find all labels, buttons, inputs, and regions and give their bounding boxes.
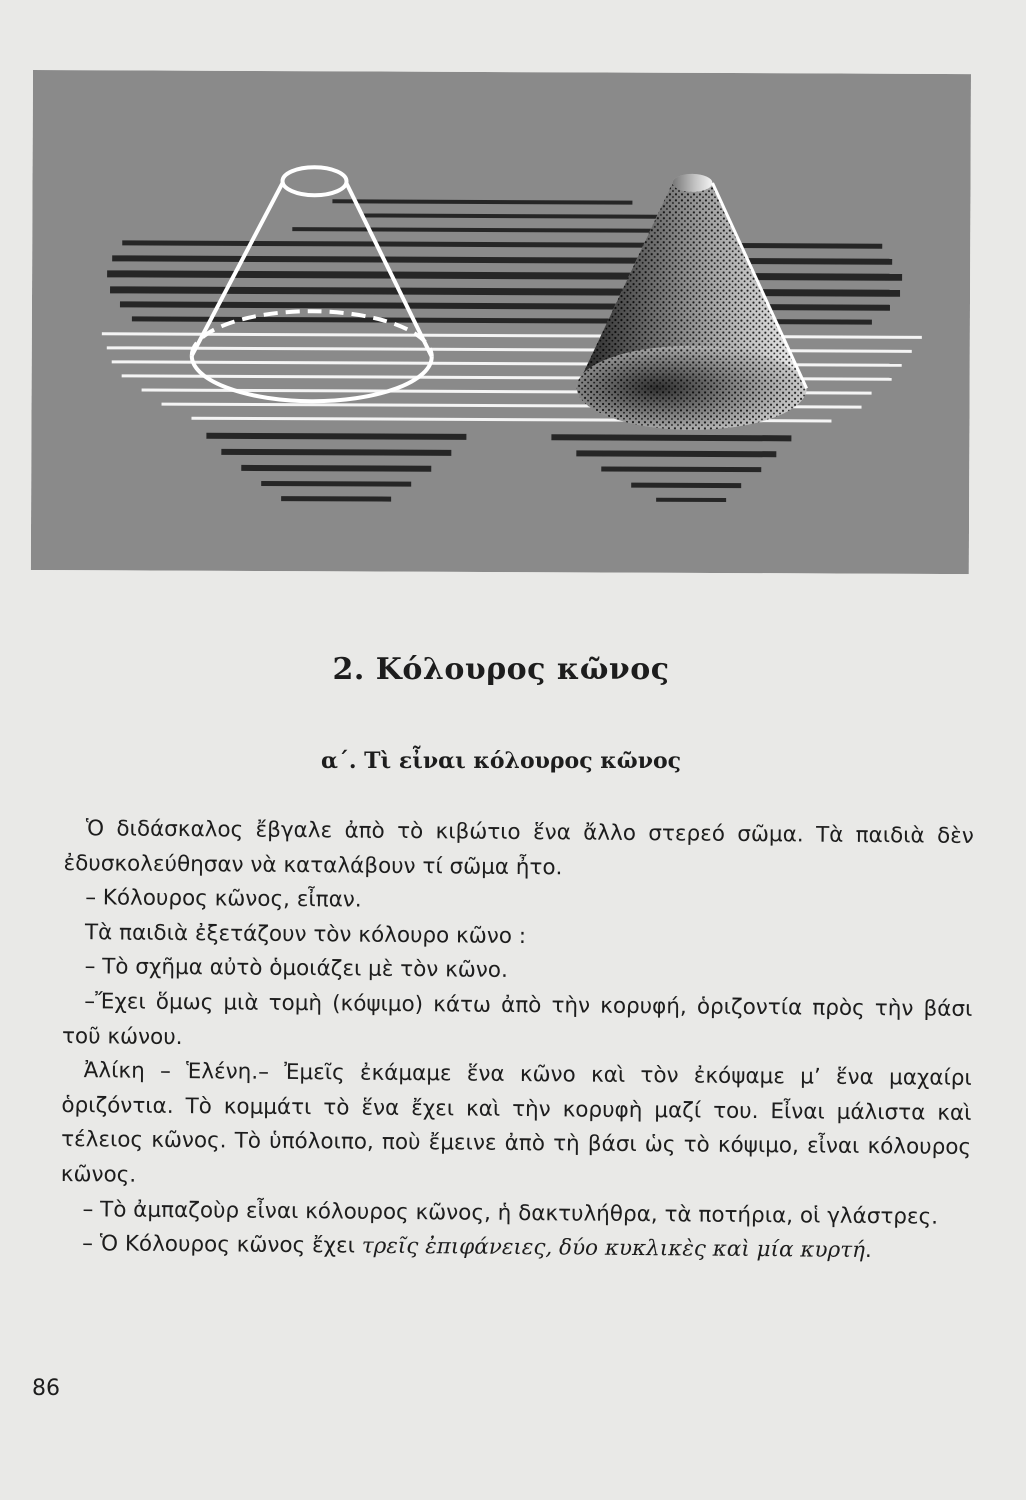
paragraph-8-end: .	[864, 1238, 872, 1264]
body-text	[60, 812, 974, 1270]
section-subtitle: α΄. Τὶ εἶναι κόλουρος κῶνος	[320, 748, 682, 774]
paragraph-6: Ἀλίκη – Ἑλένη.– Ἐμεῖς ἐκάμαμε ἕνα κῶνο καὶ τὸν ἐκόψαμε μ’ ἕνα μαχαίρι ὁριζόντια. Τὸ κομμάτι τὸ ἕνα ἔχει καὶ τὴν κορυφὴ μαζί του. Εἶναι μάλιστα καὶ τέλειος κῶνος. Τὸ ὑπόλοιπο, ποὺ ἔμεινε ἀπὸ τὴ βάσι ὡς τὸ κόψιμο, εἶναι κόλουρος κῶνος.	[60, 1058, 972, 1188]
paragraph-8-start: – Ὁ Κόλουρος κῶνος ἔχει	[82, 1231, 362, 1259]
paragraph-8-italic: τρεῖς ἐπιφάνειες, δύο κυκλικὲς καὶ μία κυρτή	[361, 1233, 866, 1264]
paragraph-2: – Κόλουρος κῶνος, εἶπαν.	[85, 885, 362, 913]
page-number: 86	[32, 1376, 60, 1401]
paragraph-3: Τὰ παιδιὰ ἐξετάζουν τὸν κόλουρο κῶνο :	[84, 919, 527, 949]
paragraph-4: – Τὸ σχῆμα αὐτὸ ὁμοιάζει μὲ τὸν κῶνο.	[84, 954, 508, 984]
paragraph-1: Ὁ διδάσκαλος ἔβγαλε ἀπὸ τὸ κιβώτιο ἕνα ἄλλο στερεό σῶμα. Τὰ παιδιὰ δὲν ἐδυσκολεύθησαν νὰ καταλάβουν τί σῶμα ἦτο.	[63, 816, 974, 880]
paragraph-8	[60, 1227, 970, 1270]
paragraph-5: –Ἔχει ὅμως μιὰ τομὴ (κόψιμο) κάτω ἀπὸ τὴν κορυφή, ὁριζοντία πρὸς τὴν βάσι τοῦ κώνου.	[61, 989, 973, 1050]
cones-illustration	[31, 70, 971, 574]
cones-illustration-icon	[31, 70, 971, 574]
paragraph-7: – Τὸ ἀμπαζοὺρ εἶναι κόλουρος κῶνος, ἡ δακτυλήθρα, τὰ ποτήρια, οἱ γλάστρες.	[82, 1196, 939, 1230]
section-title: 2. Κόλουρος κῶνος	[332, 652, 670, 687]
